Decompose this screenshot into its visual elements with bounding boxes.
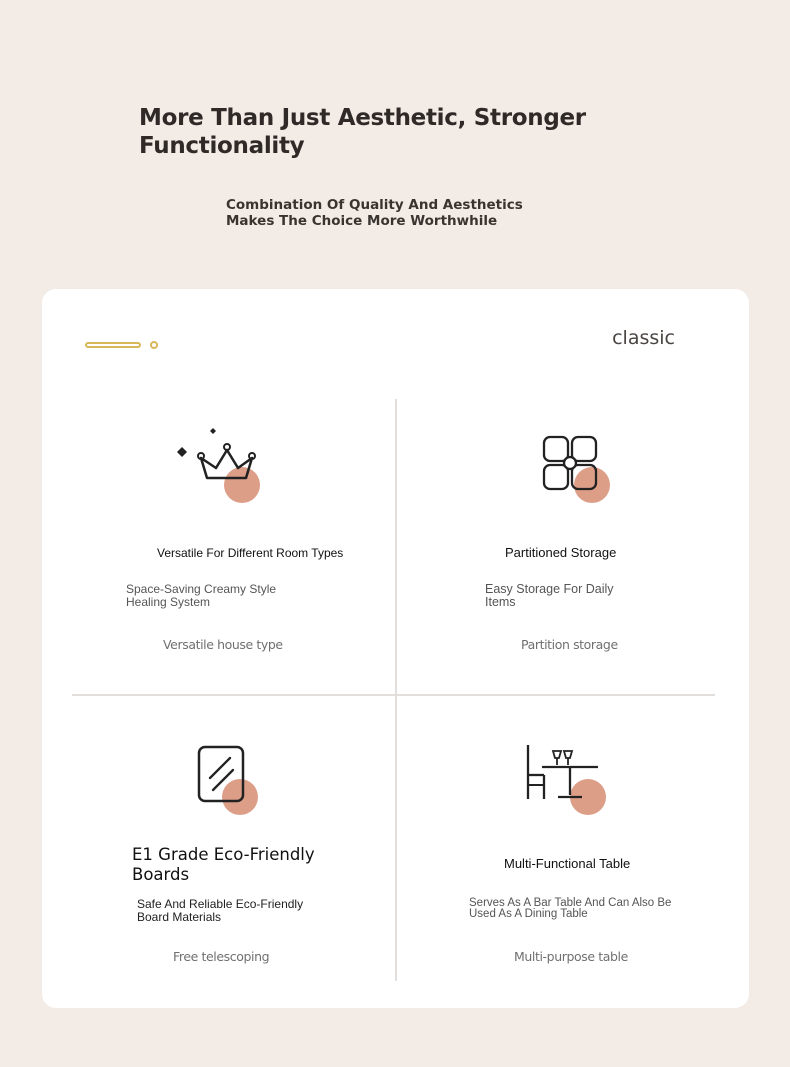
feature-versatile-room [82, 409, 402, 699]
feature-description: Space-Saving Creamy Style Healing System [126, 582, 277, 609]
feature-description: Safe And Reliable Eco-Friendly Board Materials [137, 897, 304, 924]
feature-description: Easy Storage For Daily Items [485, 582, 614, 609]
feature-title: Multi-Functional Table [504, 856, 631, 871]
decorative-bar-icon [85, 342, 141, 348]
feature-multi-table [402, 709, 722, 999]
brand-word: classic [612, 327, 675, 349]
feature-tag: Multi-purpose table [514, 949, 628, 964]
feature-title: Versatile For Different Room Types [157, 546, 344, 560]
page-subheadline: Combination Of Quality And Aesthetics Makes The Choice More Worthwhile [226, 197, 523, 229]
page-headline: More Than Just Aesthetic, Stronger Functionality [139, 105, 586, 159]
feature-tag: Versatile house type [163, 637, 283, 652]
crown-icon [172, 427, 272, 507]
board-panel-icon [196, 745, 296, 825]
feature-tag: Partition storage [521, 637, 618, 652]
feature-title: Partitioned Storage [505, 545, 617, 560]
feature-partitioned-storage [402, 409, 722, 699]
feature-description: Serves As A Bar Table And Can Also Be Used As A Dining Table [469, 897, 672, 920]
features-card [42, 289, 749, 1008]
decorative-dot-icon [150, 341, 158, 349]
feature-tag: Free telescoping [173, 949, 270, 964]
bar-table-icon [524, 743, 624, 823]
partition-grid-icon [540, 435, 640, 515]
feature-title: E1 Grade Eco-Friendly Boards [132, 845, 315, 884]
feature-eco-boards [82, 709, 402, 999]
